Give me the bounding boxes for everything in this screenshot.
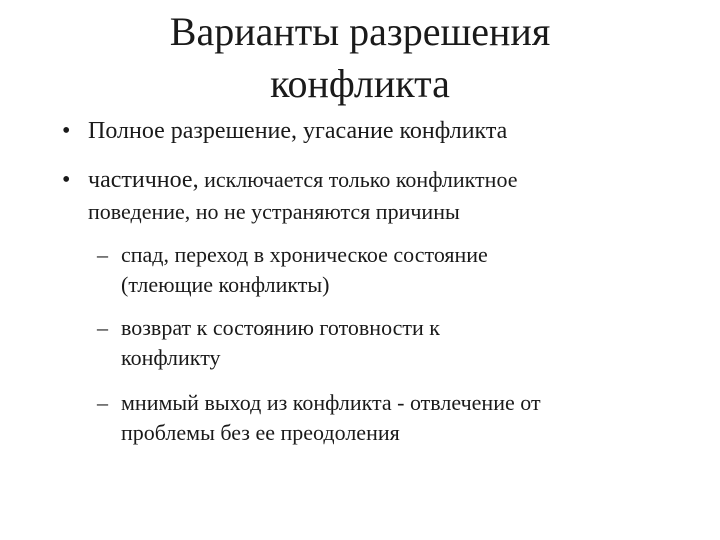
sub-item-decline: [97, 240, 697, 300]
bullet-text-start: частичное,: [88, 167, 199, 193]
bullet-text-continuation: поведение, но не устраняются причины: [88, 199, 460, 224]
sub-item-line-2: конфликту: [121, 345, 221, 370]
bullet-text-first-line: [88, 167, 517, 193]
dash-mark: –: [97, 315, 108, 340]
bullet-text-rest: исключается только конфликтное: [198, 167, 518, 192]
sub-item-line-1: возврат к состоянию готовности к: [121, 315, 440, 340]
sub-item-line-1: мнимый выход из конфликта - отвлечение от: [121, 390, 541, 415]
sub-item-line-2: проблемы без ее преодоления: [121, 420, 400, 445]
bullet-item-full-resolution: [62, 115, 702, 147]
dash-mark: –: [97, 242, 108, 267]
sub-item-imaginary-exit: [97, 388, 707, 448]
slide-title-line-1: Варианты разрешения: [169, 9, 551, 54]
bullet-text-block: [88, 164, 688, 224]
bullet-mark: •: [62, 118, 71, 144]
sub-item-return-to-readiness: [97, 313, 697, 373]
sub-item-line-1: спад, переход в хроническое состояние: [121, 242, 488, 267]
bullet-item-partial-resolution: [62, 164, 702, 228]
bullet-text: Полное разрешение, угасание конфликта: [88, 118, 508, 144]
dash-mark: –: [97, 390, 108, 415]
sub-item-line-2: (тлеющие конфликты): [121, 272, 330, 297]
slide-title: [0, 6, 720, 110]
bullet-mark: •: [62, 167, 71, 193]
slide-title-line-2: конфликта: [270, 61, 450, 106]
